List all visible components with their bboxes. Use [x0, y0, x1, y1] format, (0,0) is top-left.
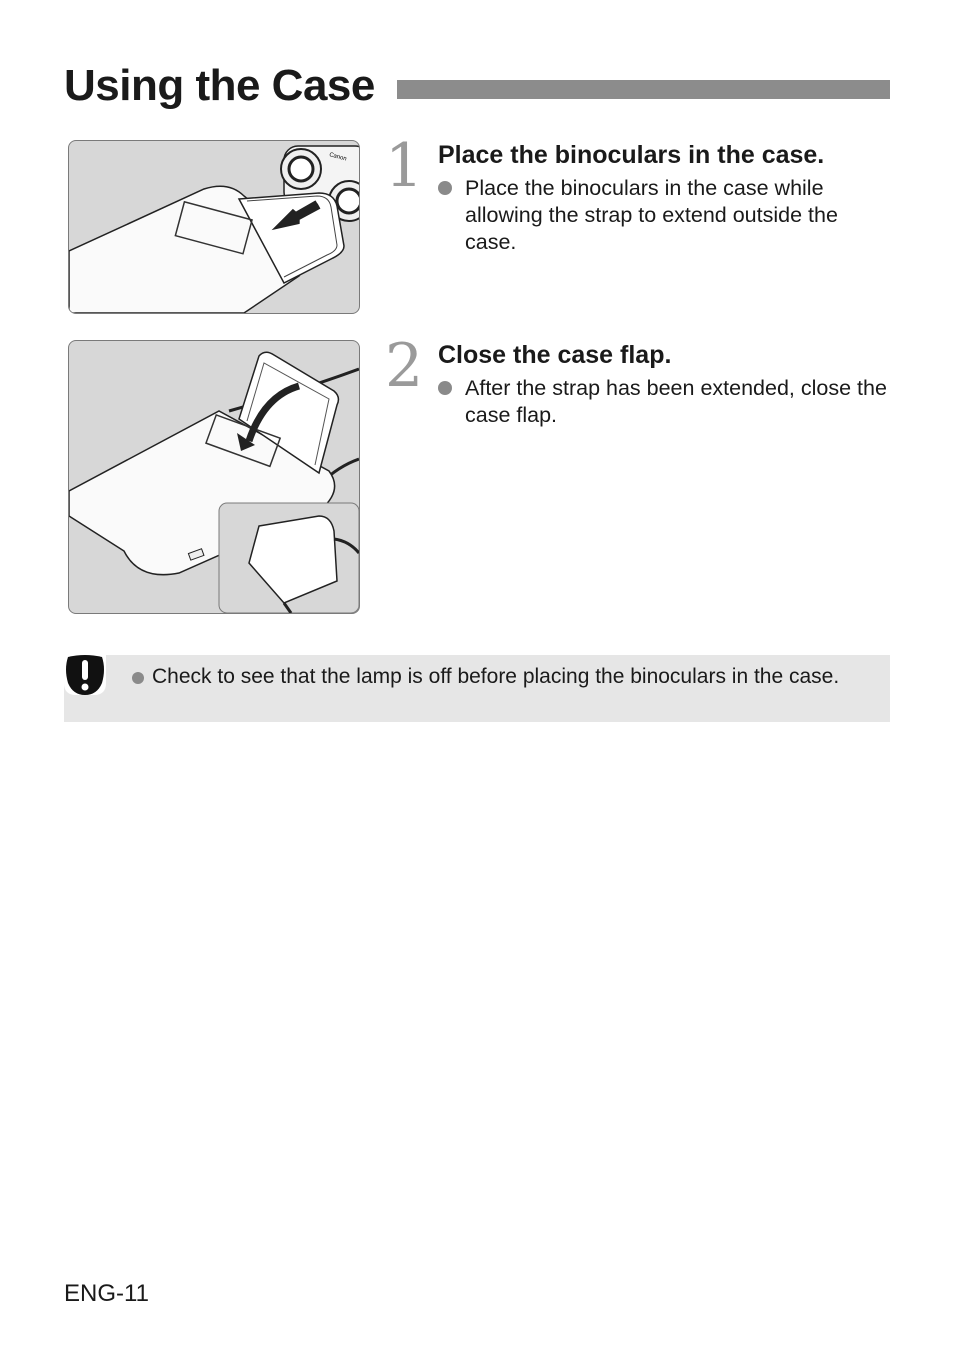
bullet-icon [438, 381, 452, 395]
close-case-flap-illustration [68, 340, 360, 614]
title-rule [397, 80, 890, 99]
caution-icon [64, 655, 106, 697]
page-title: Using the Case [64, 61, 375, 110]
step-instruction [438, 375, 890, 429]
bullet-icon [438, 181, 452, 195]
step-text: After the strap has been extended, close the case flap. [465, 376, 887, 427]
step-heading: Close the case flap. [438, 341, 672, 369]
closed-case-inset [219, 503, 359, 613]
step-number: 1 [385, 131, 424, 201]
caution-item [132, 663, 852, 690]
page-number: ENG-11 [64, 1280, 149, 1307]
caution-box [64, 655, 890, 722]
step-instruction [438, 175, 890, 256]
step-heading: Place the binoculars in the case. [438, 141, 825, 169]
step-number: 2 [385, 331, 424, 401]
step-text: Place the binoculars in the case while allowing the strap to extend outside the case. [465, 176, 838, 254]
bullet-icon [132, 672, 144, 684]
brand-text: Canon [328, 152, 348, 163]
binoculars-into-case-illustration [68, 140, 360, 314]
caution-text: Check to see that the lamp is off before placing the binoculars in the case. [152, 665, 840, 688]
